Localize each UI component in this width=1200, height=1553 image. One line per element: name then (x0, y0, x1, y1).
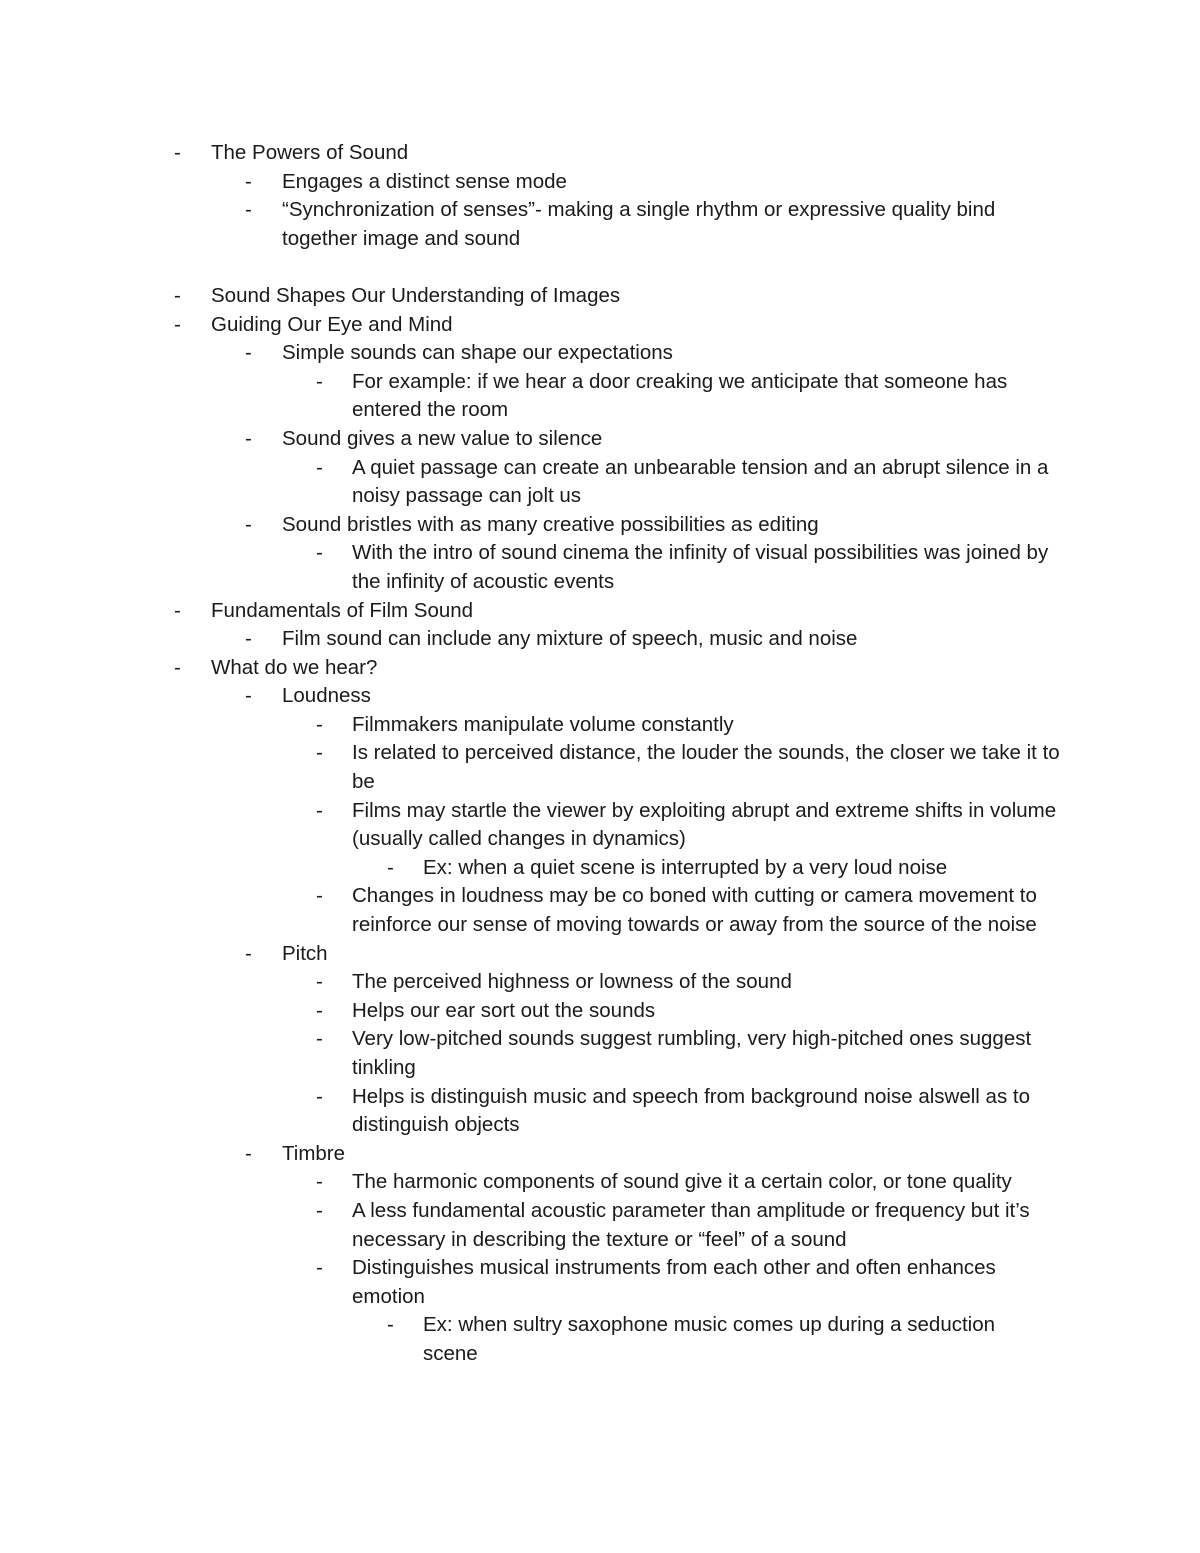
outline-item-text: Ex: when a quiet scene is interrupted by a very loud noise (423, 855, 948, 879)
outline-item-text: Pitch (282, 941, 328, 965)
bullet-dash: - (245, 1141, 252, 1165)
outline-item-text: For example: if we hear a door creaking we anticipate that someone has entered the room (352, 369, 1008, 422)
bullet-dash: - (316, 884, 323, 908)
bullet-dash: - (387, 1313, 394, 1337)
outline-item-text: Distinguishes musical instruments from each other and often enhances emotion (352, 1256, 996, 1308)
bullet-dash: - (316, 455, 323, 479)
outline-item-level-2 (0, 968, 1200, 997)
outline-item-level-2 (0, 1254, 1200, 1311)
outline-item-level-2 (0, 368, 1200, 425)
outline-item-text: The harmonic components of sound give it a certain color, or tone quality (352, 1170, 1012, 1194)
outline-item-level-1 (0, 425, 1200, 454)
bullet-dash: - (174, 283, 181, 307)
outline-item-level-0 (0, 654, 1200, 683)
bullet-dash: - (245, 169, 252, 193)
outline-item-text: A less fundamental acoustic parameter than amplitude or frequency but it’s necessary in describing the texture or “feel” of a sound (352, 1198, 1030, 1251)
outline-item-level-0 (0, 282, 1200, 311)
outline-item-level-1 (0, 625, 1200, 654)
outline-item-text: Helps our ear sort out the sounds (352, 998, 656, 1022)
outline-item-text: Sound gives a new value to silence (282, 426, 603, 450)
outline-item-level-0 (0, 311, 1200, 340)
outline-item-level-1 (0, 339, 1200, 368)
outline-item-text: Sound Shapes Our Understanding of Images (211, 283, 621, 307)
outline-item-text: The Powers of Sound (211, 141, 409, 164)
outline-item-level-1 (0, 196, 1200, 253)
outline-item-level-2 (0, 1025, 1200, 1082)
outline-item-text: Fundamentals of Film Sound (211, 598, 474, 622)
outline-item-level-2 (0, 739, 1200, 796)
bullet-dash: - (245, 684, 252, 708)
bullet-dash: - (245, 627, 252, 651)
outline-item-text: Sound bristles with as many creative possibilities as editing (282, 512, 819, 536)
outline-item-text: Film sound can include any mixture of speech, music and noise (282, 627, 858, 651)
bullet-dash: - (316, 1027, 323, 1051)
outline-item-level-2 (0, 711, 1200, 740)
outline-item-level-2 (0, 882, 1200, 939)
outline-item-level-2 (0, 1197, 1200, 1254)
outline-item-text: Ex: when sultry saxophone music comes up during a seduction scene (423, 1313, 996, 1365)
outline-item-level-2 (0, 997, 1200, 1026)
outline-item-level-2 (0, 1083, 1200, 1140)
outline-item-level-3 (0, 854, 1200, 883)
bullet-dash: - (387, 855, 394, 879)
outline-item-level-2 (0, 797, 1200, 854)
outline-item-text: Timbre (282, 1141, 346, 1165)
outline-item-level-1 (0, 511, 1200, 540)
outline-item-level-0 (0, 139, 1200, 168)
bullet-dash: - (245, 941, 252, 965)
outline-item-level-0 (0, 597, 1200, 626)
outline-item-text: Filmmakers manipulate volume constantly (352, 712, 734, 736)
bullet-dash: - (174, 598, 181, 622)
outline-item-text: Is related to perceived distance, the louder the sounds, the closer we take it to be (352, 741, 1060, 794)
outline-item-text: Simple sounds can shape our expectations (282, 341, 673, 365)
outline-item-text: Helps is distinguish music and speech from background noise alswell as to distinguish objects (352, 1084, 1030, 1137)
bullet-dash: - (316, 970, 323, 994)
bullet-dash: - (316, 712, 323, 736)
outline-item-text: Very low-pitched sounds suggest rumbling, very high-pitched ones suggest tinkling (352, 1027, 1032, 1079)
blank-line (0, 253, 1200, 282)
outline-item-text: Changes in loudness may be co boned with cutting or camera movement to reinforce our sense of moving towards or away from the source of the noise (352, 884, 1037, 937)
outline-item-level-2 (0, 454, 1200, 511)
bullet-dash: - (316, 798, 323, 822)
outline-item-text: Engages a distinct sense mode (282, 169, 567, 193)
bullet-dash: - (174, 141, 181, 164)
bullet-dash: - (316, 1170, 323, 1194)
outline-item-text: “Synchronization of senses”- making a single rhythm or expressive quality bind together image and sound (282, 198, 996, 250)
outline-item-level-1 (0, 682, 1200, 711)
bullet-dash: - (245, 341, 252, 365)
outline-item-text: With the intro of sound cinema the infinity of visual possibilities was joined by the infinity of acoustic events (352, 541, 1049, 593)
outline-item-level-3 (0, 1311, 1200, 1368)
outline-item-level-1 (0, 1140, 1200, 1169)
bullet-dash: - (174, 312, 181, 336)
outline-item-text: What do we hear? (211, 655, 378, 679)
bullet-dash: - (316, 541, 323, 565)
notes-page (0, 139, 1200, 1369)
outline-item-text: Guiding Our Eye and Mind (211, 312, 453, 336)
bullet-dash: - (245, 426, 252, 450)
bullet-dash: - (316, 1256, 323, 1280)
outline-item-text: Loudness (282, 684, 371, 708)
bullet-outline (0, 139, 1200, 1369)
bullet-dash: - (316, 998, 323, 1022)
outline-item-level-1 (0, 168, 1200, 197)
outline-item-level-1 (0, 940, 1200, 969)
bullet-dash: - (245, 198, 252, 222)
bullet-dash: - (316, 369, 323, 393)
bullet-dash: - (316, 1198, 323, 1222)
bullet-dash: - (316, 1084, 323, 1108)
bullet-dash: - (245, 512, 252, 536)
outline-item-text: The perceived highness or lowness of the sound (352, 970, 792, 994)
bullet-dash: - (174, 655, 181, 679)
outline-item-level-2 (0, 539, 1200, 596)
outline-item-text: A quiet passage can create an unbearable tension and an abrupt silence in a noisy passage can jolt us (352, 455, 1049, 508)
bullet-dash: - (316, 741, 323, 765)
outline-item-level-2 (0, 1168, 1200, 1197)
outline-item-text: Films may startle the viewer by exploiting abrupt and extreme shifts in volume (usually called changes in dynamics) (352, 798, 1057, 851)
